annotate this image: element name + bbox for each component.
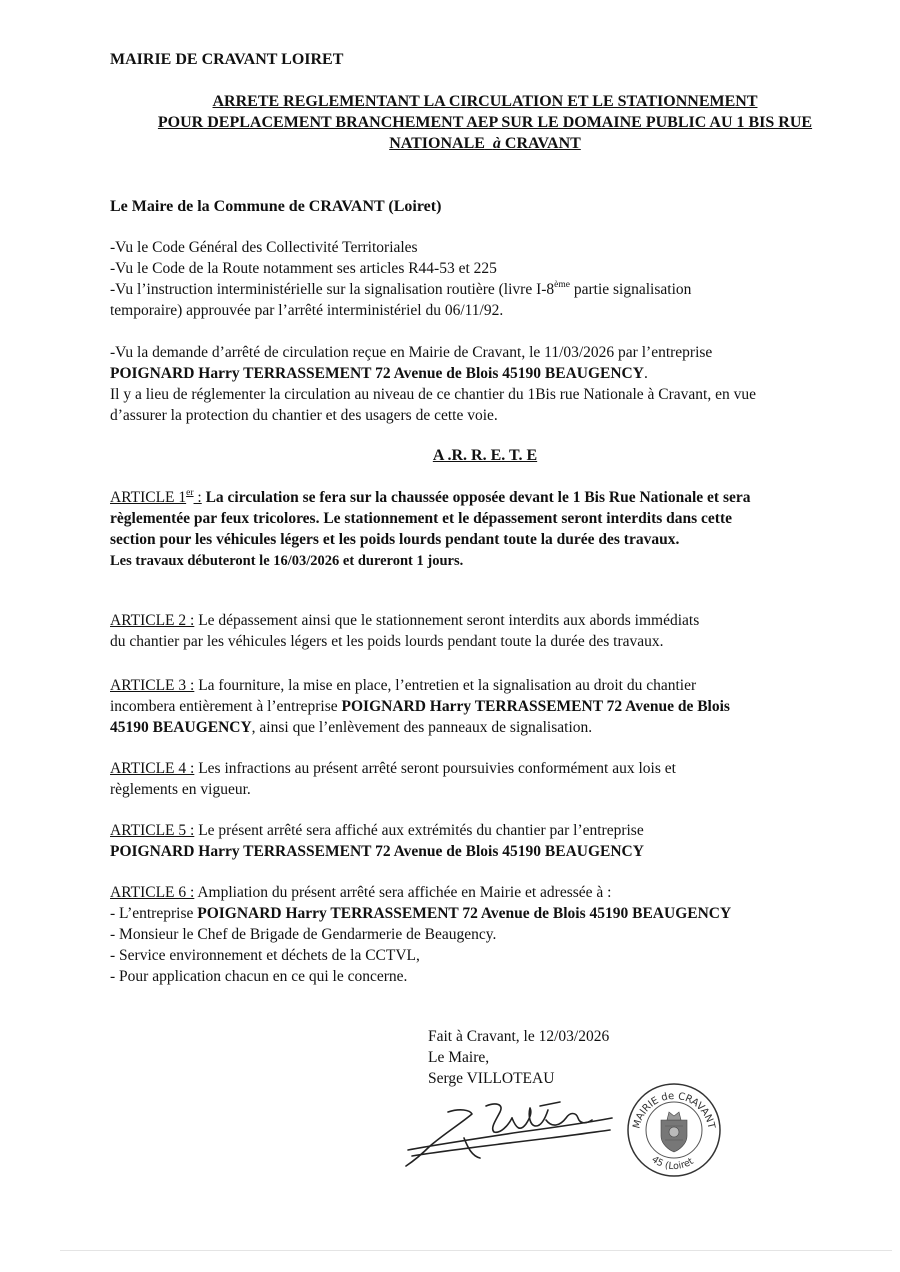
article-5-line-2: POIGNARD Harry TERRASSEMENT 72 Avenue de Blois 45190 BEAUGENCY xyxy=(110,843,644,860)
article-2-line-2: du chantier par les véhicules légers et les poids lourds pendant toute la durée des travaux. xyxy=(110,633,664,650)
article-4-line-2: règlements en vigueur. xyxy=(110,781,251,798)
article-1-line-3: section pour les véhicules légers et les poids lourds pendant toute la durée des travaux. xyxy=(110,531,680,548)
handwritten-signature xyxy=(400,1098,615,1170)
article-1-line-2: règlementée par feux tricolores. Le stationnement et le dépassement seront interdits dans cette xyxy=(110,510,733,527)
article-6-line-1: ARTICLE 6 : Ampliation du présent arrêté sera affichée en Mairie et adressée à : xyxy=(110,884,612,901)
stamp-top-text: MAIRIE de CRAVANT xyxy=(631,1090,717,1130)
vu-code-route: -Vu le Code de la Route notamment ses articles R44-53 et 225 xyxy=(110,260,497,277)
title-line-1: ARRETE REGLEMENTANT LA CIRCULATION ET LE STATIONNEMENT xyxy=(212,93,758,110)
vu-demande: -Vu la demande d’arrêté de circulation reçue en Mairie de Cravant, le 11/03/2026 par l’entreprise xyxy=(110,344,713,361)
vu-cgct: -Vu le Code Général des Collectivité Territoriales xyxy=(110,239,418,256)
arrete-heading: A .R. R. E. T. E xyxy=(432,447,538,464)
demande-company: POIGNARD Harry TERRASSEMENT 72 Avenue de Blois 45190 BEAUGENCY. xyxy=(110,365,648,382)
article-1-line-1: ARTICLE 1er : La circulation se fera sur la chaussée opposée devant le 1 Bis Rue Nationale et sera xyxy=(110,487,751,506)
title-line-2: POUR DEPLACEMENT BRANCHEMENT AEP SUR LE DOMAINE PUBLIC AU 1 BIS RUE xyxy=(157,114,813,131)
crest-emblem xyxy=(661,1112,687,1152)
signatory-role: Le Maire, xyxy=(428,1049,490,1066)
article-3-line-2: incombera entièrement à l’entreprise POIGNARD Harry TERRASSEMENT 72 Avenue de Blois xyxy=(110,698,730,715)
title-line-3: NATIONALE à CRAVANT xyxy=(389,135,581,152)
article-1-line-4: Les travaux débuteront le 16/03/2026 et dureront 1 jours. xyxy=(110,553,464,569)
fait-a-date: Fait à Cravant, le 12/03/2026 xyxy=(428,1028,610,1045)
vu-instruction: -Vu l’instruction interministérielle sur la signalisation routière (livre I-8ème partie signalisation xyxy=(110,279,692,298)
lieu-line-1: Il y a lieu de réglementer la circulation au niveau de ce chantier du 1Bis rue Nationale à Cravant, en vue xyxy=(110,386,756,403)
article-2-line-1: ARTICLE 2 : Le dépassement ainsi que le stationnement seront interdits aux abords immédiats xyxy=(110,612,700,629)
article-5-line-1: ARTICLE 5 : Le présent arrêté sera affiché aux extrémités du chantier par l’entreprise xyxy=(110,822,644,839)
maire-heading: Le Maire de la Commune de CRAVANT (Loiret) xyxy=(110,198,442,215)
article-6-item-4: - Pour application chacun en ce qui le concerne. xyxy=(110,968,408,985)
signatory-name: Serge VILLOTEAU xyxy=(428,1070,555,1087)
mairie-stamp xyxy=(623,1080,725,1180)
article-6-item-3: - Service environnement et déchets de la CCTVL, xyxy=(110,947,420,964)
stamp-bottom-text: 45 (Loiret xyxy=(649,1154,696,1173)
article-6-item-2: - Monsieur le Chef de Brigade de Gendarmerie de Beaugency. xyxy=(110,926,497,943)
mairie-header: MAIRIE DE CRAVANT LOIRET xyxy=(110,51,344,68)
bottom-border xyxy=(60,1250,892,1251)
article-3-line-3: 45190 BEAUGENCY, ainsi que l’enlèvement des panneaux de signalisation. xyxy=(110,719,593,736)
lieu-line-2: d’assurer la protection du chantier et des usagers de cette voie. xyxy=(110,407,498,424)
vu-instruction-cont: temporaire) approuvée par l’arrêté interministériel du 06/11/92. xyxy=(110,302,504,319)
article-4-line-1: ARTICLE 4 : Les infractions au présent arrêté seront poursuivies conformément aux lois et xyxy=(110,760,676,777)
article-3-line-1: ARTICLE 3 : La fourniture, la mise en place, l’entretien et la signalisation au droit du chantier xyxy=(110,677,697,694)
article-6-item-1: - L’entreprise POIGNARD Harry TERRASSEMENT 72 Avenue de Blois 45190 BEAUGENCY xyxy=(110,905,732,922)
